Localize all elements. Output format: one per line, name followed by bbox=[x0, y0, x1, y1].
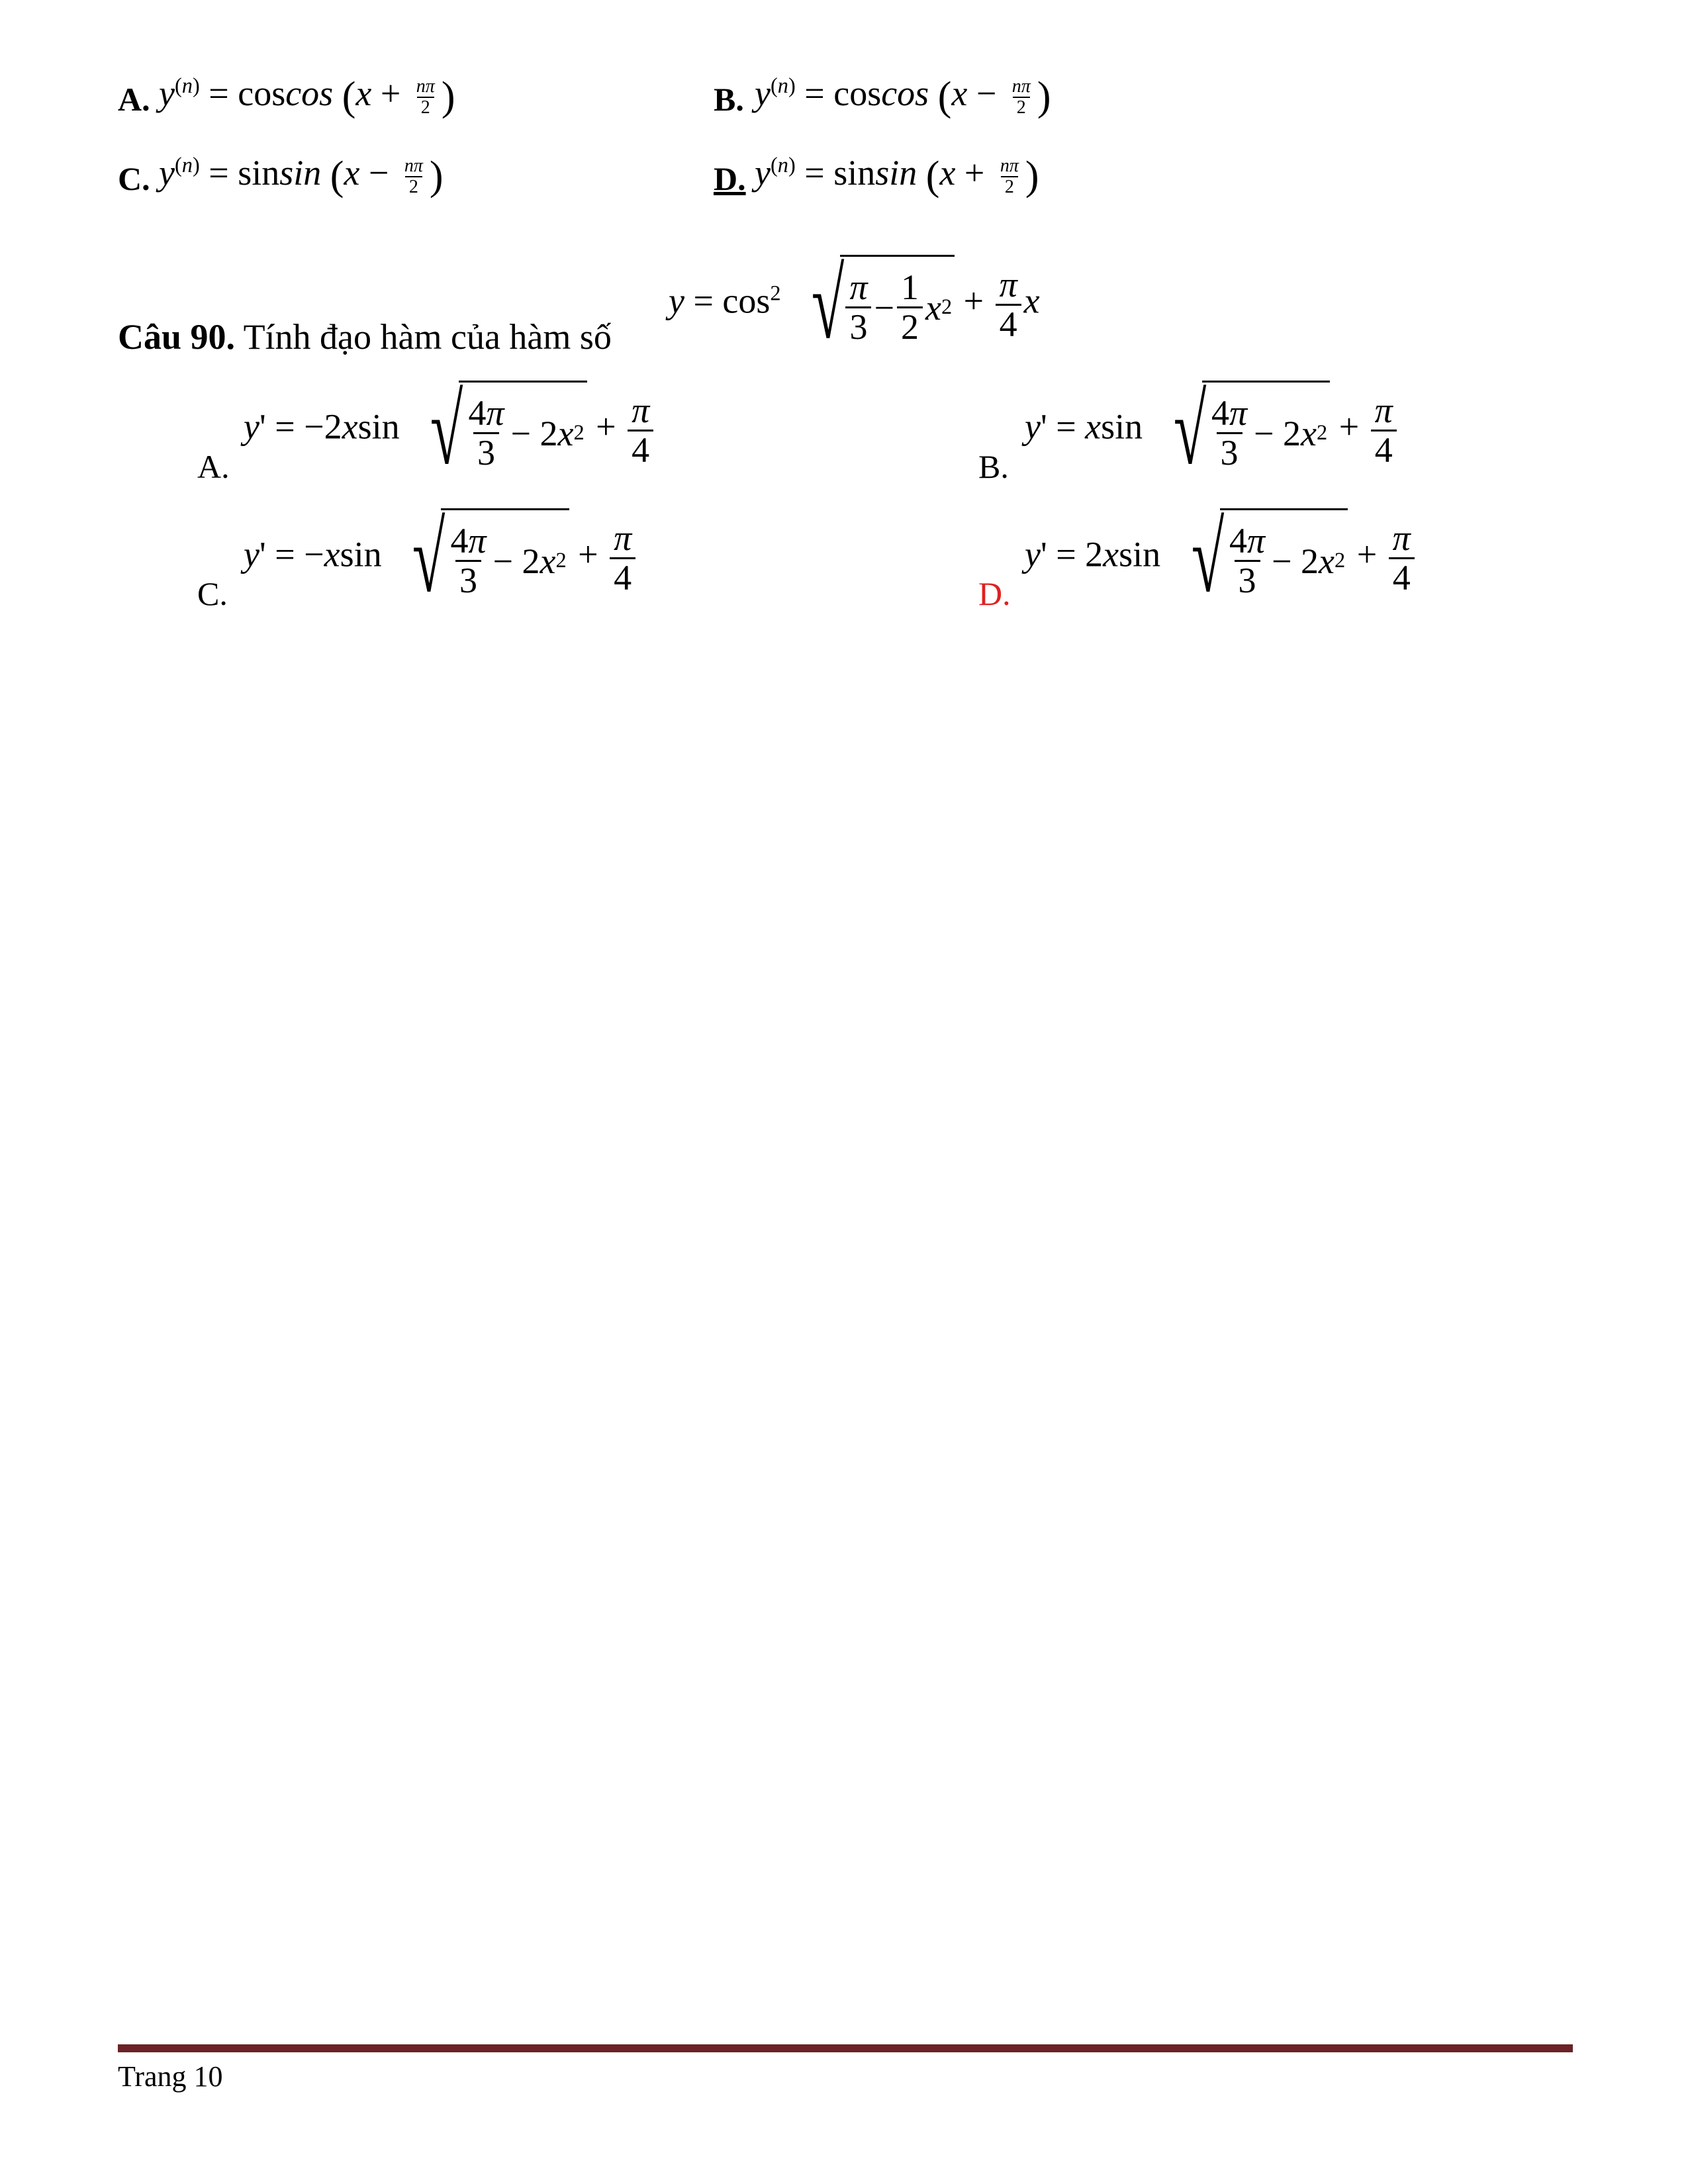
prev-option-d-expr: $y^{(n)} = sinsin$ (x + $\frac{n\pi}{2}$ ) bbox=[755, 153, 1039, 199]
option-b-label: B. bbox=[978, 448, 1009, 485]
option-c-expr: y' = −xsin √ $\frac{4\pi}{3}$ − 2 x 2 + $\frac{\pi}{4}$ bbox=[244, 508, 638, 608]
option-d-label: D. bbox=[978, 575, 1011, 612]
question-number: Câu 90. bbox=[118, 317, 236, 357]
option-c-label: C. bbox=[197, 575, 228, 612]
prev-option-a-label: A. bbox=[118, 81, 150, 118]
option-d-expr: y' = 2xsin √ $\frac{4\pi}{3}$ − 2 x 2 + $\frac{\pi}{4}$ bbox=[1025, 508, 1417, 608]
page-number: Trang 10 bbox=[118, 2060, 223, 2093]
prev-option-b-expr: $y^{(n)} = coscos$ (x − $\frac{n\pi}{2}$ ) bbox=[755, 73, 1051, 120]
option-b-expr: y' = xsin √ $\frac{4\pi}{3}$ − 2 x 2 + $\frac{\pi}{4}$ bbox=[1025, 381, 1399, 480]
footer-divider bbox=[118, 2044, 1573, 2052]
option-a-label: A. bbox=[197, 448, 230, 485]
prev-option-d-label: D. bbox=[714, 160, 746, 197]
prev-option-a-expr: $y^{(n)} = coscos$ (x + $\frac{n\pi}{2}$ ) bbox=[159, 73, 455, 120]
prev-option-c-label: C. bbox=[118, 160, 150, 197]
question-function: $y = \cos^2$ √ $\frac{\pi}{3}$ − $\frac{1}{2}$ x 2 + $\frac{\pi}{4}$ x bbox=[669, 250, 1040, 359]
question-90 bbox=[118, 316, 612, 357]
option-a-expr: y' = −2xsin √ $\frac{4\pi}{3}$ − 2 x 2 + $\frac{\pi}{4}$ bbox=[244, 381, 656, 480]
question-text: Tính đạo hàm của hàm số bbox=[243, 317, 612, 357]
prev-option-b-label: B. bbox=[714, 81, 744, 118]
prev-option-c-expr: $y^{(n)} = sinsin$ (x − $\frac{n\pi}{2}$ ) bbox=[159, 153, 444, 199]
